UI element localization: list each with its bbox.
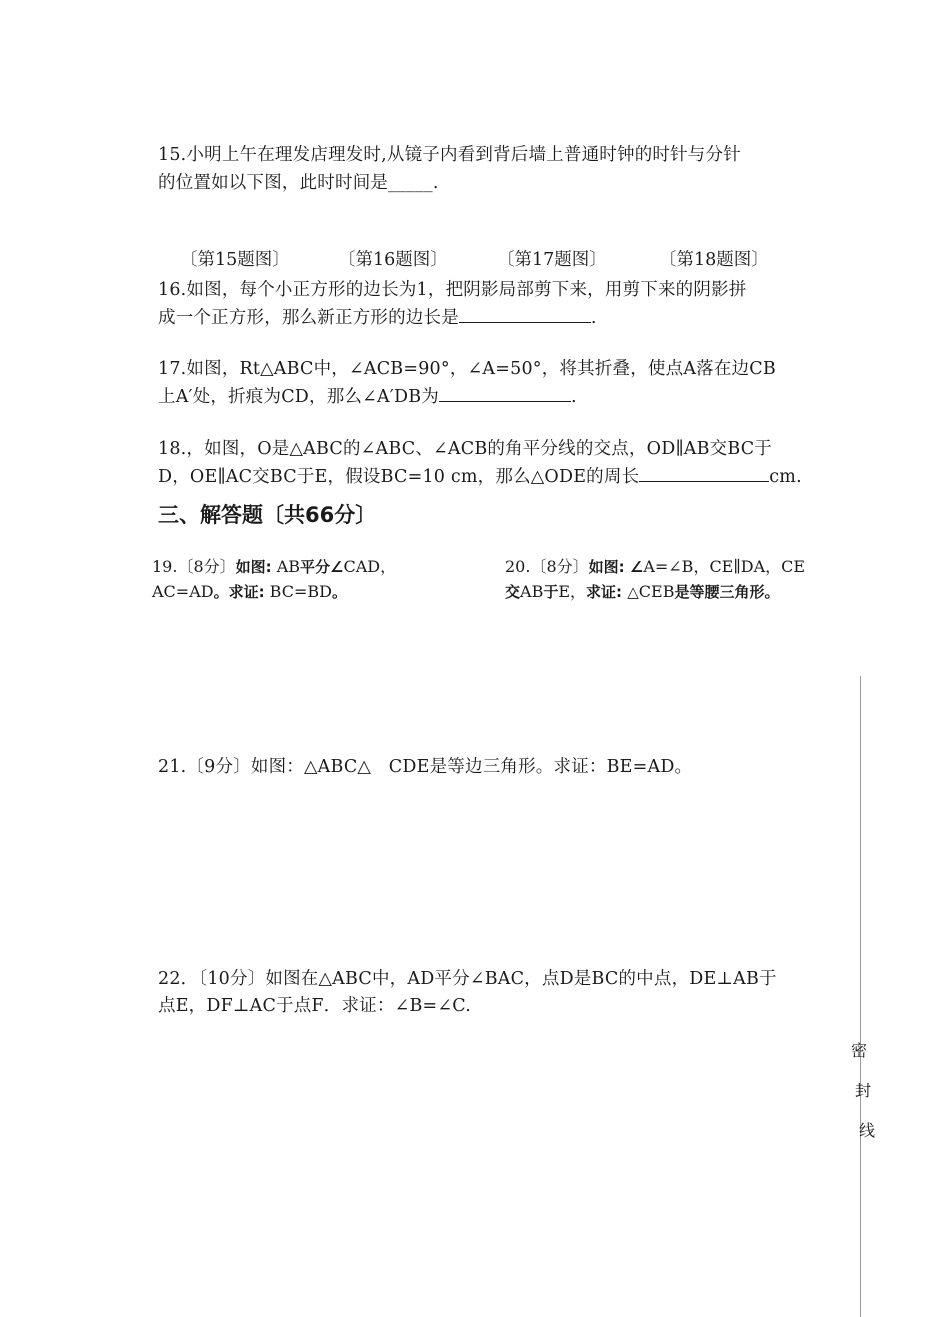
seal-char-xian: 线	[859, 1121, 876, 1140]
q20-text-a: 如图: ∠	[588, 558, 644, 576]
q22-line1: 22．〔10分〕如图在△ABC中，AD平分∠BAC，点D是BC的中点，DE⊥AB于	[158, 969, 777, 989]
q19-text-g: BC=BD	[264, 582, 332, 601]
q19-line1	[152, 554, 396, 580]
section-title: 三、解答题〔共66分〕	[158, 503, 377, 527]
q20-text-c: 交	[505, 583, 521, 601]
q17-end: .	[571, 387, 577, 407]
q18-end: cm.	[769, 467, 802, 487]
q19-number: 19.〔8分〕	[152, 557, 236, 576]
q17-line2	[158, 383, 577, 411]
seal-char-mi: 密	[851, 1041, 868, 1060]
q20-text-h: CEB	[638, 582, 675, 601]
caption-fig17: 〔第17题图〕	[497, 250, 607, 270]
q19-text-h: 。	[331, 583, 347, 601]
q16-line2-text: 成一个正方形，那么新正方形的边长是	[158, 308, 459, 328]
q18-answer-blank[interactable]	[639, 463, 769, 482]
caption-fig16: 〔第16题图〕	[338, 250, 448, 270]
q20-text-b: A=∠B，CE∥DA，CE	[643, 557, 806, 576]
q20-text-e: 于	[543, 583, 559, 601]
q15-line1: 15.小明上午在理发店理发时,从镜子内看到背后墙上普通时钟的时针与分针	[158, 145, 741, 165]
q17-line1: 17.如图，Rt△ABC中，∠ACB=90°，∠A=50°，将其折叠，使点A落在边CB	[158, 359, 776, 379]
q16-line2	[158, 304, 597, 332]
q19-text-e: AC=AD	[152, 582, 214, 601]
q20-text-i: 是等腰三角形。	[674, 583, 780, 601]
caption-fig15: 〔第15题图〕	[180, 250, 290, 270]
q21-text: 21.〔9分〕如图：△ABC△ CDE是等边三角形。求证：BE=AD。	[158, 757, 693, 777]
q19-text-a: 如图:	[235, 558, 272, 576]
q16-end: .	[590, 308, 597, 328]
q19-line2	[152, 579, 347, 605]
q18-line2	[158, 463, 802, 491]
q19-text-d: CAD，	[343, 557, 397, 576]
q20-number: 20.〔8分〕	[505, 557, 589, 576]
q18-line2-text: D，OE∥AC交BC于E，假设BC=10 cm，那么△ODE的周长	[158, 467, 640, 487]
q19-text-f: 。求证:	[213, 583, 265, 601]
q20-text-f: E，	[558, 582, 587, 601]
q20-line1	[505, 554, 805, 580]
q19-text-c: 平分∠	[300, 558, 344, 576]
q22-line2: 点E，DF⊥AC于点F．求证：∠B=∠C.	[158, 996, 471, 1016]
q20-text-d: AB	[520, 582, 544, 601]
q16-answer-blank[interactable]	[459, 304, 591, 323]
q17-answer-blank[interactable]	[439, 383, 571, 402]
q17-line2-text: 上A′处，折痕为CD，那么∠A′DB为	[158, 387, 439, 407]
seal-char-feng: 封	[855, 1081, 872, 1100]
q18-line1: 18.，如图，O是△ABC的∠ABC、∠ACB的角平分线的交点，OD∥AB交BC于	[158, 439, 773, 459]
q19-text-b: AB	[271, 557, 301, 576]
q20-line2	[505, 579, 780, 605]
q15-line2: 的位置如以下图，此时时间是_____.	[158, 173, 439, 193]
caption-fig18: 〔第18题图〕	[659, 250, 769, 270]
seal-line-divider	[860, 676, 861, 1317]
q20-text-g: 求证: △	[586, 583, 639, 601]
q16-line1: 16.如图，每个小正方形的边长为1，把阴影局部剪下来，用剪下来的阴影拼	[158, 280, 747, 300]
